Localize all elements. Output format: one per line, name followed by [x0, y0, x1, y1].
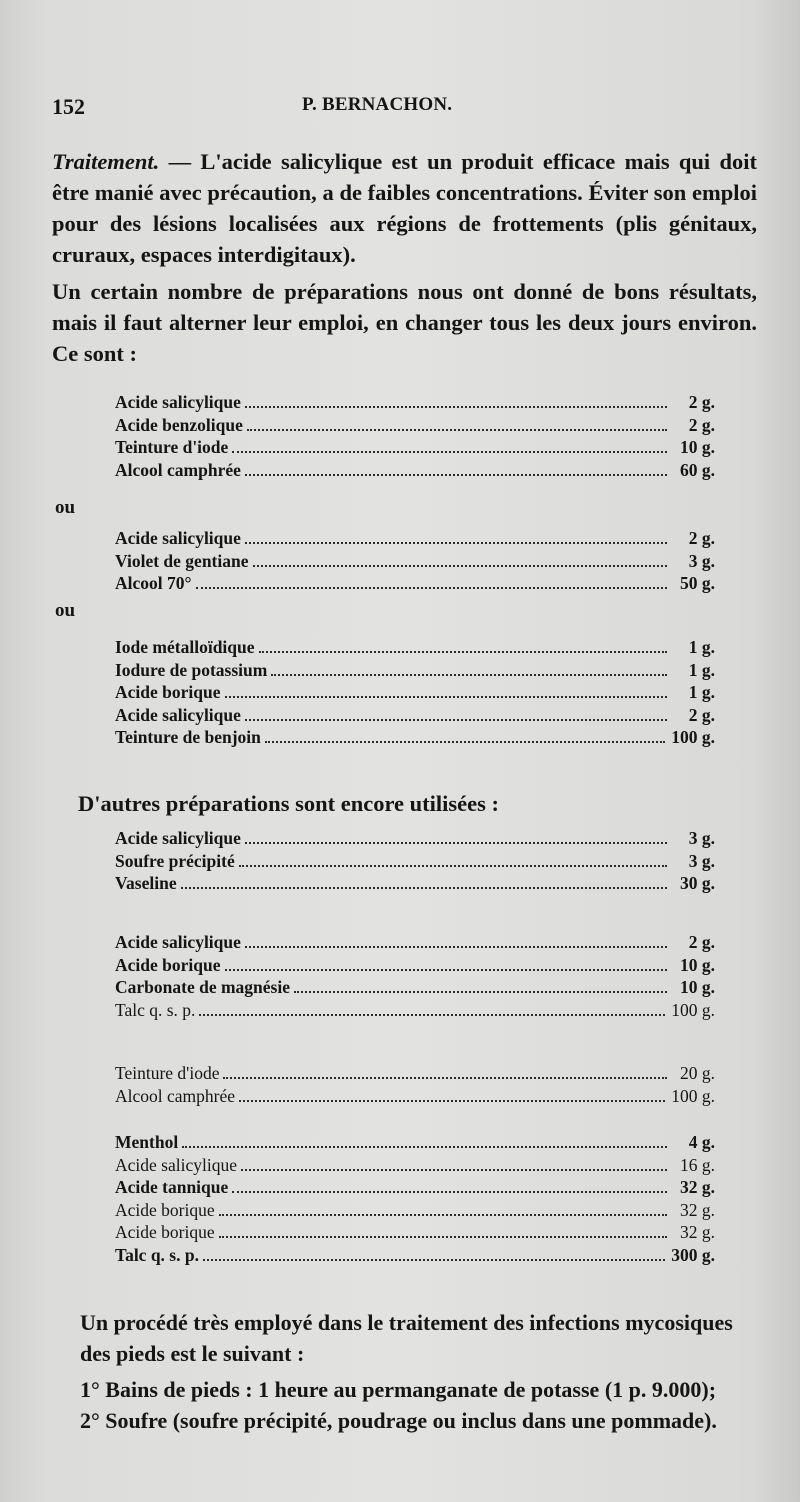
ingredient-name: Acide benzolique	[115, 414, 243, 435]
dot-leader	[181, 887, 667, 889]
ingredient-quantity: 50 g.	[680, 573, 715, 593]
ingredient-quantity: 2 g.	[688, 704, 715, 725]
ingredient-quantity: 60 g.	[680, 459, 715, 480]
running-author: P. BERNACHON.	[302, 94, 453, 115]
separator-ou-1: ou	[55, 497, 76, 518]
ingredient-quantity: 100 g.	[671, 999, 715, 1020]
ingredient-quantity: 2 g.	[688, 528, 715, 548]
dot-leader	[225, 696, 668, 698]
ingredient-quantity: 10 g.	[680, 977, 715, 997]
ingredient-name: Alcool camphrée	[115, 459, 241, 480]
dot-leader	[294, 991, 667, 993]
ingredient-name: Teinture de benjoin	[115, 727, 261, 747]
dot-leader	[232, 451, 667, 453]
ingredient-name: Menthol	[115, 1132, 179, 1152]
dot-leader	[265, 741, 665, 743]
ingredient-name: Alcool 70°	[115, 573, 192, 593]
ingredient-quantity: 2 g.	[688, 392, 715, 412]
formula-row	[115, 932, 715, 955]
formula-row	[115, 1132, 715, 1155]
ingredient-quantity: 30 g.	[680, 873, 715, 893]
formula-list-7	[115, 1132, 715, 1267]
ingredient-name: Violet de gentiane	[115, 550, 249, 571]
dot-leader	[245, 946, 667, 948]
formula-list-1	[115, 392, 715, 482]
formula-row	[115, 727, 715, 750]
formula-row	[115, 437, 715, 460]
ingredient-name: Acide borique	[115, 1199, 215, 1220]
dot-leader	[271, 674, 667, 676]
ingredient-name: Acide salicylique	[115, 1154, 237, 1175]
formula-row	[115, 705, 715, 728]
dot-leader	[219, 1236, 667, 1238]
ingredient-quantity: 1 g.	[688, 659, 715, 680]
ingredient-quantity: 3 g.	[688, 550, 715, 571]
formula-row	[115, 1000, 715, 1023]
formula-row	[115, 828, 715, 851]
formula-list-6	[115, 1063, 715, 1108]
intro-label: Traitement.	[52, 149, 160, 174]
intro-paragraph	[52, 146, 757, 270]
preparations-paragraph: Un certain nombre de préparations nous ont donné de bons résultats, mais il faut alterner leur emploi, en changer tous les deux jours environ. Ce sont :	[52, 279, 757, 366]
formula-row	[115, 392, 715, 415]
ingredient-name: Iodure de potassium	[115, 659, 268, 680]
formula-row	[115, 851, 715, 874]
formula-list-3	[115, 637, 715, 750]
running-header	[52, 94, 740, 124]
dot-leader	[232, 1191, 667, 1193]
formula-list-2	[115, 528, 715, 596]
ingredient-quantity: 100 g.	[671, 1085, 715, 1106]
formula-row	[115, 637, 715, 660]
formula-row	[115, 1200, 715, 1223]
ingredient-quantity: 10 g.	[680, 954, 715, 975]
separator-ou-2: ou	[55, 600, 76, 621]
ingredient-quantity: 3 g.	[688, 850, 715, 871]
ingredient-name: Acide borique	[115, 954, 221, 975]
dot-leader	[199, 1014, 665, 1016]
ingredient-name: Acide salicylique	[115, 704, 241, 725]
ingredient-name: Acide borique	[115, 682, 221, 702]
formula-row	[115, 415, 715, 438]
ingredient-name: Acide salicylique	[115, 528, 241, 548]
formula-row	[115, 1177, 715, 1200]
ingredient-name: Teinture d'iode	[115, 437, 229, 457]
ingredient-quantity: 32 g.	[680, 1177, 715, 1197]
ingredient-name: Carbonate de magnésie	[115, 977, 290, 997]
ingredient-name: Iode métalloïdique	[115, 637, 255, 657]
formula-row	[115, 1155, 715, 1178]
ingredient-name: Alcool camphrée	[115, 1085, 236, 1106]
foot-infection-paragraph: Un procédé très employé dans le traitement des infections mycosiques des pieds est le suivant :	[80, 1310, 733, 1366]
ingredient-quantity: 300 g.	[671, 1244, 715, 1265]
ingredient-name: Vaseline	[115, 873, 177, 893]
dot-leader	[223, 1077, 667, 1079]
formula-row	[115, 573, 715, 596]
dot-leader	[245, 474, 667, 476]
ingredient-quantity: 2 g.	[688, 932, 715, 952]
ingredient-name: Talc q. s. p.	[115, 1244, 199, 1265]
ingredient-quantity: 4 g.	[688, 1132, 715, 1152]
ingredient-quantity: 2 g.	[688, 414, 715, 435]
dot-leader	[239, 865, 667, 867]
formula-row	[115, 660, 715, 683]
procedure-item-2: 2° Soufre (soufre précipité, poudrage ou inclus dans une pommade).	[80, 1408, 717, 1433]
formula-row	[115, 955, 715, 978]
formula-row	[115, 873, 715, 896]
ingredient-name: Acide salicylique	[115, 932, 241, 952]
dot-leader	[241, 1169, 667, 1171]
dot-leader	[203, 1259, 665, 1261]
ingredient-name: Acide salicylique	[115, 828, 241, 848]
dot-leader	[239, 1100, 665, 1102]
formula-row	[115, 1086, 715, 1109]
formula-list-5	[115, 932, 715, 1022]
ingredient-name: Teinture d'iode	[115, 1063, 220, 1083]
page-number: 152	[52, 94, 85, 119]
dot-leader	[182, 1146, 667, 1148]
formula-row	[115, 1245, 715, 1268]
dot-leader	[245, 719, 667, 721]
ingredient-quantity: 32 g.	[680, 1222, 715, 1242]
ingredient-quantity: 100 g.	[671, 727, 715, 747]
dot-leader	[245, 842, 667, 844]
dot-leader	[247, 429, 667, 431]
formula-list-4	[115, 828, 715, 896]
other-preparations-heading: D'autres préparations sont encore utilisées :	[78, 791, 500, 816]
ingredient-quantity: 3 g.	[688, 828, 715, 848]
formula-row	[115, 1222, 715, 1245]
ingredient-quantity: 1 g.	[688, 682, 715, 702]
ingredient-quantity: 32 g.	[680, 1199, 715, 1220]
dot-leader	[225, 969, 668, 971]
dot-leader	[259, 651, 667, 653]
dot-leader	[219, 1214, 667, 1216]
ingredient-name: Talc q. s. p.	[115, 999, 196, 1020]
dot-leader	[245, 542, 667, 544]
ingredient-name: Acide salicylique	[115, 392, 241, 412]
ingredient-quantity: 1 g.	[688, 637, 715, 657]
ingredient-name: Soufre précipité	[115, 850, 235, 871]
formula-row	[115, 528, 715, 551]
formula-row	[115, 1063, 715, 1086]
ingredient-name: Acide borique	[115, 1222, 215, 1242]
procedure-item-1: 1° Bains de pieds : 1 heure au permanganate de potasse (1 p. 9.000);	[80, 1377, 717, 1402]
formula-row	[115, 551, 715, 574]
dot-leader	[253, 565, 668, 567]
dot-leader	[196, 587, 667, 589]
formula-row	[115, 682, 715, 705]
ingredient-quantity: 16 g.	[680, 1154, 715, 1175]
intro-text: — L'acide salicylique est un produit efficace mais qui doit être manié avec précaution, a de faibles concentrations. Éviter son emploi pour des lésions localisées aux régions de frottements (plis génitaux, cruraux, espaces interdigitaux).	[52, 149, 757, 267]
dot-leader	[245, 406, 667, 408]
formula-row	[115, 977, 715, 1000]
ingredient-name: Acide tannique	[115, 1177, 229, 1197]
ingredient-quantity: 20 g.	[680, 1063, 715, 1083]
formula-row	[115, 460, 715, 483]
ingredient-quantity: 10 g.	[680, 437, 715, 457]
